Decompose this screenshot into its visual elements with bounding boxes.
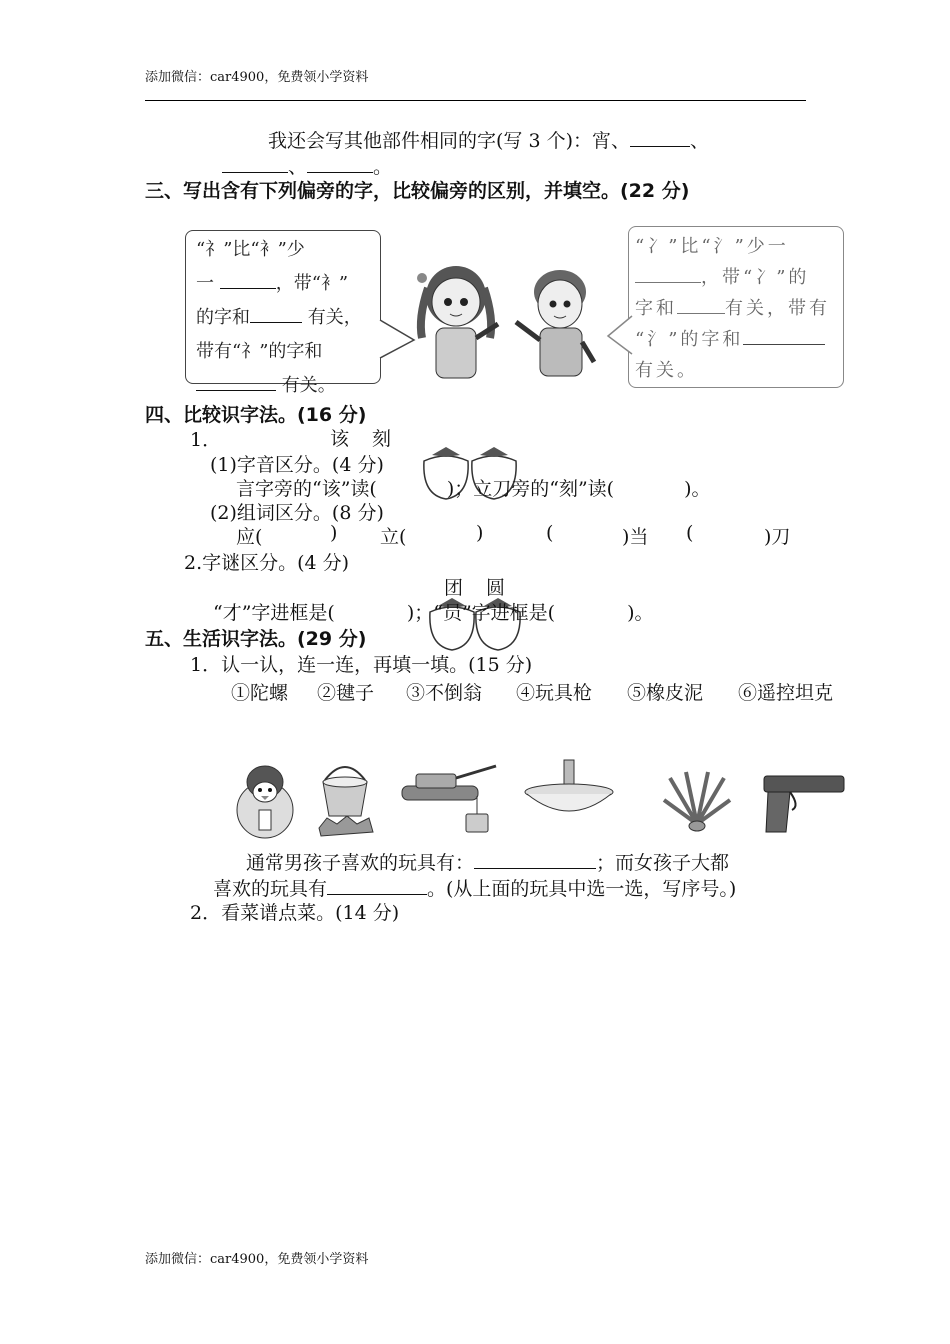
fill-sentence-1: 通常男孩子喜欢的玩具有： ；而女孩子大都: [246, 848, 729, 875]
q1-label: 1．: [190, 429, 222, 451]
answer-blank[interactable]: [307, 153, 373, 173]
left-speech-bubble: “礻”比“衤”少 一 ，带“衤” 的字和 有关， 带有“礻”的字和 有关。: [185, 230, 381, 384]
fill-sentence-2: 喜欢的玩具有 。(从上面的玩具中选一选，写序号。): [213, 874, 736, 901]
boy-illustration-icon: [508, 262, 604, 380]
answer-blank[interactable]: [635, 264, 701, 283]
s5-q1-label: 1．认一认，连一连，再填一填。(15 分): [190, 654, 533, 676]
toy-option-4: ④玩具枪: [516, 682, 593, 704]
toy-gun-icon[interactable]: [760, 770, 846, 836]
s5-q2-label: 2．看菜谱点菜。(14 分): [190, 902, 400, 924]
header-divider: [145, 100, 806, 101]
q1-word-2b: ): [476, 522, 484, 544]
answer-blank[interactable]: [220, 270, 276, 289]
q1-part2-title: (2)组词区分。(8 分): [210, 502, 384, 524]
q1-word-4b: )刀: [764, 526, 791, 548]
right-bubble-tail: [606, 314, 634, 358]
section-3-title: 三、写出含有下列偏旁的字，比较偏旁的区别，并填空。(22 分): [145, 180, 690, 202]
answer-blank[interactable]: [474, 849, 596, 869]
section-5-title: 五、生活识字法。(29 分): [145, 628, 367, 650]
q1-word-1a: 应(: [236, 526, 263, 548]
toy-option-5: ⑤橡皮泥: [627, 682, 704, 704]
sand-bucket-toy-icon[interactable]: [313, 758, 377, 840]
answer-blank[interactable]: [743, 326, 825, 345]
roly-poly-toy-icon[interactable]: [233, 762, 297, 840]
toy-option-6: ⑥遥控坦克: [738, 682, 834, 704]
page-footer: 添加微信：car4900，免费领小学资料: [145, 1252, 369, 1267]
q2-characters: 团 圆: [444, 577, 508, 599]
toy-option-2: ②毽子: [317, 682, 375, 704]
q1-part1-title: (1)字音区分。(4 分): [210, 454, 384, 476]
q1-word-2a: 立(: [380, 526, 407, 548]
q1-word-1b: ): [330, 522, 338, 544]
right-speech-bubble: “冫”比“氵”少一 ，带“冫”的 字和 有关，带有 “氵”的字和 有关。: [628, 226, 844, 388]
q1-word-3a: (: [546, 522, 554, 544]
answer-blank[interactable]: [196, 372, 276, 391]
answer-blank[interactable]: [222, 153, 288, 173]
answer-blank[interactable]: [630, 127, 690, 147]
toy-option-3: ③不倒翁: [406, 682, 483, 704]
q1-word-3b: )当: [622, 526, 649, 548]
shuttlecock-toy-icon[interactable]: [660, 770, 734, 832]
q1-characters: 该 刻: [330, 428, 394, 450]
answer-blank[interactable]: [250, 304, 302, 323]
girl-illustration-icon: [408, 258, 508, 382]
intro-line-2: 、 。: [222, 152, 392, 179]
q1-part1-text: 言字旁的“该”读( )；立刀旁的“刻”读( )。: [236, 478, 711, 500]
answer-blank[interactable]: [677, 295, 725, 314]
remote-control-tank-icon[interactable]: [398, 760, 502, 838]
q1-word-4a: (: [686, 522, 694, 544]
page-header: 添加微信：car4900，免费领小学资料: [145, 70, 369, 85]
section-4-title: 四、比较识字法。(16 分): [145, 404, 367, 426]
toy-option-1: ①陀螺: [231, 682, 289, 704]
intro-line-1: 我还会写其他部件相同的字(写 3 个)：宵、 、: [268, 126, 709, 153]
spinning-top-toy-icon[interactable]: [522, 758, 616, 820]
q2-label: 2.字谜区分。(4 分): [184, 552, 350, 574]
q2-text: “才”字进框是( )；“员”字进框是( )。: [213, 602, 654, 624]
answer-blank[interactable]: [327, 875, 427, 895]
